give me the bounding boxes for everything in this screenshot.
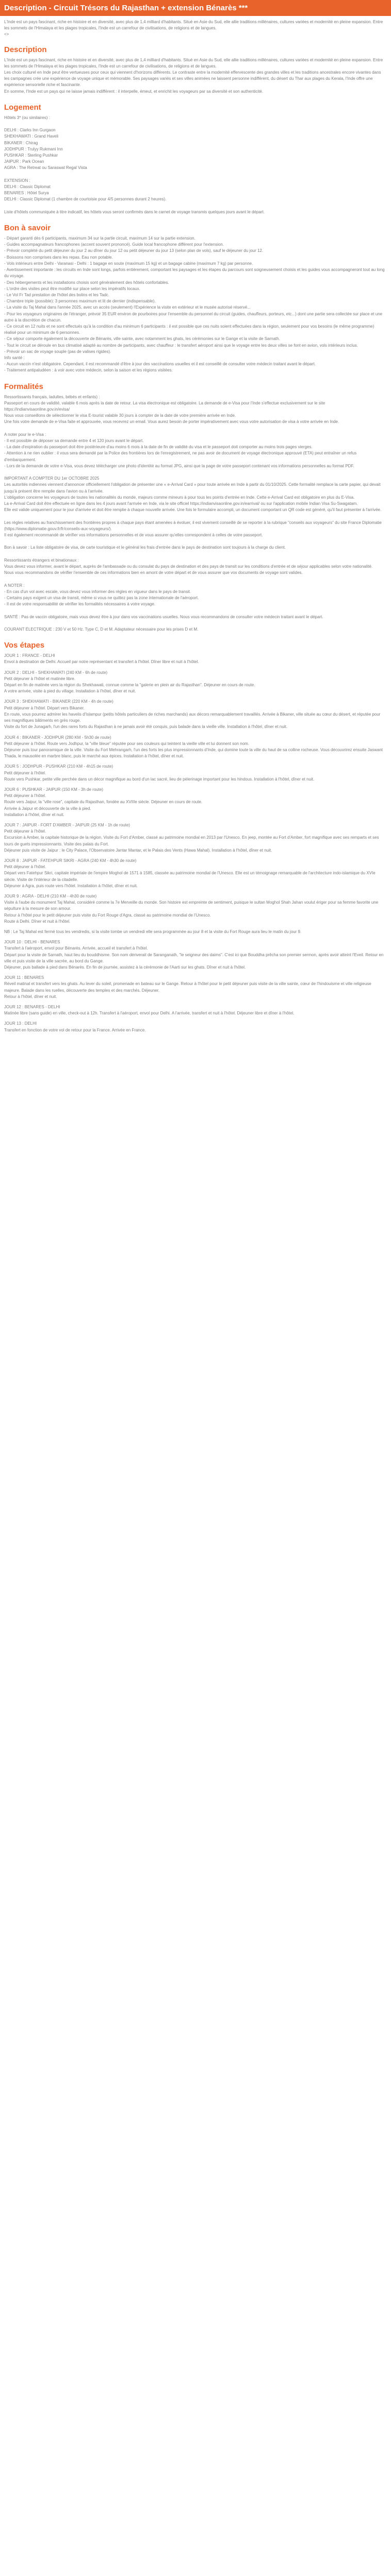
itinerary-day-text: Transfert en fonction de votre vol de retour pour la France. Arrivée en France. — [4, 1027, 146, 1032]
formalities-heading: Formalités — [4, 382, 43, 391]
itinerary-day — [4, 1004, 387, 1016]
itinerary-day — [4, 787, 387, 818]
itinerary-day — [4, 1021, 387, 1033]
itinerary-day-text: Petit déjeuner à l'hôtel. Excursion à Amber, la capitale historique de la région. Visite du Fort d'Amber, classé au patrimoine mondial en 2013 par l'Unesco. En jeep, montée au Fort d'Amber, fort magnifique avec ses remparts et ses tours de guets impressionnants. Visite des palais du Fort. Déjeuner puis visite de Jaipur : le City Palace, l'Observatoire Jantar Mantar, et le Palais des Vents (Hawa Mahal). Installation à l'hôtel, dîner et nuit. — [4, 829, 379, 853]
itinerary-day-text: Petit déjeuner à l'hôtel. Route vers Pushkar, petite ville perchée dans un décor magnifique au bord d'un lac sacré, lieu de pèlerinage important pour les hindous. Installation à l'hôtel, dîner et nuit. — [4, 770, 315, 782]
itinerary-day-title: JOUR 1 : FRANCE - DELHI — [4, 653, 55, 658]
itinerary-day — [4, 653, 387, 665]
itinerary-day-text: Envol à destination de Delhi. Accueil par notre représentant et transfert à l'hôtel. Dîner libre et nuit à l'hôtel. — [4, 659, 199, 665]
lodging-text: Hôtels 3* (ou similaires) : DELHI : Clarks Inn Gurgaon SHEKHAWATI : Grand Haveli BIKANER : Chirag JODHPUR : Trulyy Rukmani Inn PUSHKAR : Sterling Pushkar JAIPUR : Park Ocean AGRA : The Retreat ou Saraswat Regal Vista EXTENSION : DELHI : Classic Diplomat BENARES : Hôtel Surya DELHI : Classic Diplomat (1 chambre de courtoisie pour 4/5 personnes durant 2 heures). Liste d'hôtels communiquée à titre indicatif, les hôtels vous seront confirmés dans le carnet de voyage transmis quelques jours avant le départ. — [4, 115, 265, 214]
itinerary-day — [4, 699, 387, 730]
itinerary-day — [4, 939, 387, 971]
itinerary-day-title: JOUR 9 : AGRA - DELHI (210 KM - 4h30 de route) — [4, 893, 97, 899]
itinerary-day-text: Matinée libre (sans guide) en ville, check-out à 12h. Transfert à l'aéroport, envol pour Delhi. A l'arrivée, transfert et nuit à l'hôtel. Déjeuner libre et dîner à l'hôtel. — [4, 1011, 295, 1016]
itinerary-day-title: JOUR 4 : BIKANER - JODHPUR (280 KM - 5h30 de route) — [4, 735, 111, 740]
page-title: Description - Circuit Trésors du Rajasthan + extension Bénarès *** — [0, 0, 391, 16]
itinerary-day — [4, 670, 387, 695]
itinerary-day-text: Visite à l'aube du monument Taj Mahal, considéré comme la 7e Merveille du monde. Son histoire est empreinte de sentiment, puisque le sultan Moghol Shah Jahan voulut ériger pour sa femme favorite une sépulture à la mesure de son amour. Retour à l'hôtel pour le petit déjeuner puis visite du Fort Rouge d'Agra, classé au patrimoine mondial de l'Unesco. Route à Delhi. Dîner et nuit à l'hôtel. — [4, 900, 379, 924]
steps-heading: Vos étapes — [4, 641, 45, 650]
itinerary-day-text: Petit déjeuner à l'hôtel. Route vers Jodhpur, la "ville bleue" réputée pour ses couleurs qui teintent la vieille ville et lui donnent son nom. Déjeuner puis tour panoramique de la ville. Visite du Fort Mehrangarh, l'un des forts les plus impressionnants d'Inde, qui domine toute la ville du haut de sa colline rocheuse. Vous découvrirez ensuite Jaswant Thada, le mausolée en marbre blanc, puis le marché aux épices. Installation à l'hôtel, dîner et nuit. — [4, 741, 383, 759]
itinerary-day-text: Petit déjeuner à l'hôtel. Départ vers Bikaner. En route, vous pourrez admirer les havelis d'Islampur (petits hôtels particuliers de riches marchands) aux décors remarquablement travaillés. Arrivée à Bikaner, ville située au cœur du désert, et réputée pour ses magnifiques bâtiments en grès rouge. Visite du fort de Junagarh, l'un des rares forts du Rajasthan à ne jamais avoir été conquis, puis balade dans la vieille ville. Installation à l'hôtel, dîner et nuit. — [4, 705, 381, 730]
itinerary-day-title: JOUR 7 : JAIPUR - FORT D'AMBER - JAIPUR (25 KM - 1h de route) — [4, 822, 130, 827]
itinerary-day-text: Petit déjeuner à l'hôtel. Départ vers Fatehpur Sikri, capitale impériale de l'empire Moghol de 1571 à 1585, classée au patrimoine mondial de l'Unesco. Elle est un témoignage remarquable de l'architecture indo-islamique du XVIe siècle. Visite de l'intérieur de la citadelle. Déjeuner à Agra, puis route vers l'hôtel. Installation à l'hôtel, dîner et nuit. — [4, 865, 376, 888]
itinerary-day-title: JOUR 6 : PUSHKAR - JAIPUR (150 KM - 3h de route) — [4, 787, 104, 792]
itinerary-day-title: JOUR 5 : JODHPUR - PUSHKAR (210 KM - 4h15 de route) — [4, 764, 113, 769]
description-heading: Description — [4, 45, 47, 54]
itinerary-day — [4, 975, 387, 1000]
steps-list — [4, 653, 387, 1033]
itinerary-day — [4, 822, 387, 854]
lodging-heading: Logement — [4, 103, 41, 112]
itinerary-day — [4, 858, 387, 889]
itinerary-day — [4, 929, 387, 935]
formalities-text: Ressortissants français, ladultes, bébés et enfants) : Passeport en cours de validité, valable 6 mois après la date de retour. La visa électronique est obligatoire. La demande de e-Visa pour l'Inde s'effectue exclusivement sur le site https://indianvisaonline.gov.in/evisa/ Nous vous conseillons de sélectionner le visa E-tourist valable 30 jours à compter de la date de votre première arrivée en Inde. Une fois votre demande de e-Visa faite et approuvée, vous recevrez un email. Vous aurez besoin de porter impérativement avec vous votre autorisation de visa à votre arrivée en Inde. A noter pour le e-Visa : - Il est possible de déposer sa demande entre 4 et 120 jours avant le départ. - La date d'expiration du passeport doit être postérieure d'au moins 6 mois à la date de fin de validité du visa et le passeport doit comporter au moins trois pages vierges. - Attention à ne rien oublier : il vous sera demandé par la Police des frontières lors de l'enregistrement, ne pas avoir de document de voyage électronique approuvé (ETA) peut entraîner un refus d'embarquement. - Lors de la demande de votre e-Visa, vous devez télécharger une photo d'identité au format JPG, ainsi que la page de votre passeport contenant vos informations personnelles au format PDF. IMPORTANT A COMPTER DU 1er OCTOBRE 2025 Les autorités indiennes viennent d'annoncer officiellement l'obligation de présenter une « e-Arrival Card » pour toute arrivée en Inde à partir du 01/10/2025. Cette formalité remplace la carte papier, qui devait jusqu'à présent être remplie dans l'avion ou à l'arrivée. L'obligation concerne les voyageurs de toutes les nationalités du monde, majeurs comme mineurs à pour tous les points d'entrée en Inde. Cette e-Arrival Card est obligatoire en plus du E-Visa. La e-Arrival Card doit être effectuée en ligne dans les 4 jours avant l'arrivée en Inde, via le site officiel https://indianvisaonline.gov.in/earrival/ ou sur l'application mobile Indian Visa Su-Swagatam. Elle est valide uniquement pour le jour d'arrivée et doit être remplie à chaque nouvelle arrivée. Une fois le formulaire accompli, un document comportant un QR code est généré, qu'il faut présenter à l'arrivée. Les règles relatives au franchissement des frontières propres à chaque pays étant amenées à évoluer, il est vivement conseillé de se reporter à la rubrique "conseils aux voyageurs" du site France Diplomatie (https://www.diplomatie.gouv.fr/fr/conseils-aux-voyageurs/). Il est également recommandé de vérifier vos informations personnelles et de vous assurer qu'elles correspondent à celles de votre passeport. Bon à savoir : La liste obligatoire de visa, de carte touristique et le général les frais d'entrée dans le pays de destination sont toujours à la charge du client. Ressortissants étrangers et binationaux : Vous devez vous informer, avant le départ, auprès de l'ambassade ou du consulat du pays de destination et des pays de transit sur les conditions d'entrée et de séjour applicables selon votre nationalité. Nous vous recommandons de vérifier l'ensemble de ces informations bien en amont de votre départ et de vous assurer que vos documents de voyage sont valides. A NOTER : - En cas d'un vol avec escale, vous devez vous informer des règles en vigueur dans le pays de transit. - Certains pays exigent un visa de transit, même si vous ne quittez pas la zone internationale de l'aéroport. - Il est de votre responsabilité de vérifier les formalités nécessaires à votre voyage. SANTÉ : Pas de vaccin obligatoire, mais vous devez être à jour dans vos vaccinations usuelles. Nous vous recommandons de consulter votre médecin traitant avant le départ. COURANT ÉLECTRIQUE : 230 V et 50 Hz. Type C, D et M. Adaptateur nécessaire pour les prises D et M. — [4, 394, 382, 632]
content — [0, 16, 391, 1033]
intro-text: L'Inde est un pays fascinant, riche en histoire et en diversité, avec plus de 1,4 milliard d'habitants. Situé en Asie du Sud, elle allie traditions millénaires, cultures variées et modernité en pleine expansion. Entre les sommets de l'Himalaya et les plages tropicales, l'Inde est un carrefour de civilisations, de religions et de langues. <> — [4, 20, 383, 37]
itinerary-day-title: JOUR 10 : DELHI - BENARES — [4, 940, 60, 945]
itinerary-day-text: Transfert à l'aéroport, envol pour Bénarès. Arrivée, accueil et transfert à l'hôtel. Départ pour la visite de Sarnath, haut lieu du bouddhisme. Son nom dériverait de Saranganath, "le seigneur des daims". C'est ici que Bouddha prêcha son premier sermon, après avoir atteint l'Eveil. Retour en ville et puis visite de la ville sacrée, au bord du Gange. Déjeuner, puis ballade à pied dans Bénarès. En fin de journée, assistez à la cérémonie de l'Aarti sur les ghats. Dîner et nuit à l'hôtel. — [4, 946, 384, 970]
itinerary-day-title: JOUR 8 : JAIPUR - FATEHPUR SIKRI - AGRA (240 KM - 4h30 de route) — [4, 858, 137, 863]
itinerary-day-title: JOUR 12 : BENARES - DELHI — [4, 1005, 60, 1010]
itinerary-day-title: JOUR 11 : BENARES — [4, 975, 44, 980]
itinerary-day-text: Petit déjeuner à l'hôtel et matinée libre. Départ en fin de matinée vers la région du Shekhawati, connue comme la "galerie en plein air du Rajasthan". Déjeuner en cours de route. A votre arrivée, visite à pied du village. Installation à l'hôtel, dîner et nuit. — [4, 676, 255, 694]
itinerary-day — [4, 764, 387, 783]
itinerary-day-title: JOUR 13 : DELHI — [4, 1021, 37, 1026]
good-to-know-heading: Bon à savoir — [4, 224, 51, 233]
itinerary-day — [4, 735, 387, 760]
good-to-know-text: - Départ garanti dès 6 participants, maximum 34 sur la partie circuit, maximum 14 sur la partie extension. - Guides accompagnateurs francophones (accent souvent prononcé). Guide local francophone différent pour l'extension. - Prévoir complété du petit déjeuner du jour 2 au dîner du jour 12 ou petit déjeuner du jour 13 (selon plan de vols), sauf le déjeuner du jour 12. - Boissons non comprises dans les repas. Eau non potable. - Vols intérieurs entre Delhi - Varanasi - Delhi : 1 bagage en soute (maximum 15 kg) et un bagage cabine (maximum 7 kg) par personne. - Avertissement importante : les circuits en Inde sont longs, parfois entièrement, comportant les paysages et les étapes du parcours sont soigneusement choisis et les guides vous accompagneront tout au long du voyage. - Des hébergements et les installations choisis sont généralement des hôtels confortables. - L'ordre des visites peut être modifié sur place selon les impératifs locaux. - Le Vol Fr Tad prestation de l'hôtel des bolins et les Tadc. - Chambre triple (possible): 3 personnes maximum et lit de dernier (indispensable). - La visite du Taj Mahal dans l'année 2025, avec un accès (seulement) l'Expérience la visite en extérieur et le musée autorisé réservé... - Pour les voyageurs originaires de l'étranger, prévoir 35 EUR environ de pourboires pour l'ensemble du personnel du circuit (guides, chauffeurs, porteurs, etc...) dont une partie sera collectée sur place et une autre à la discrétion de chacun. - Ce circuit en 12 nuits et ne sont effectués qu'à la condition d'au minimum 6 participants : il est possible que ces nuits soient effectuées dans la région, seulement pour vos besoins (le même programme) réalisé pour un minimum de 6 personnes. - Ce séjour comporte également la découverte de Bénarès, ville sainte, avec notamment les ghats, les cérémonies sur le Gange et la visite de Sarnath. - Tout le circuit se déroule en bus climatisé adapté au nombre de participants, avec chauffeur : le transfert aéroport ainsi que le voyage entre les deux villes se font en avion, vols intérieurs inclus. - Prévoir un sac de voyage souple (pas de valises rigides). Info santé : - Aucun vaccin n'est obligatoire. Cependant, il est recommandé d'être à jour des vaccinations usuelles et il est conseillé de consulter votre médecin traitant avant le départ. - Traitement antipaludéen : à voir avec votre médecin, selon la saison et les régions visitées. — [4, 236, 385, 373]
itinerary-day-text: NB : Le Taj Mahal est fermé tous les vendredis, si la visite tombe un vendredi elle sera programmée au jour 8 et la visite du Fort Rouge aura lieu le matin du jour 9. — [4, 929, 302, 934]
itinerary-day-title: JOUR 2 : DELHI - SHEKHAWATI (240 KM - 6h de route) — [4, 670, 108, 675]
itinerary-day-title: JOUR 3 : SHEKHAWATI - BIKANER (220 KM - 4h de route) — [4, 699, 113, 704]
page — [0, 0, 391, 1033]
itinerary-day — [4, 893, 387, 925]
itinerary-day-text: Réveil matinal et transfert vers les ghats. Au lever du soleil, promenade en bateau sur le Gange. Retour à l'hôtel pour le petit déjeuner puis visite de la ville sainte, cœur de l'hindouisme et ville religieuse majeure. Balade dans les ruelles, découverte des temples et des marchés. Déjeuner. Retour à l'hôtel, dîner et nuit. — [4, 981, 371, 999]
itinerary-day-text: Petit déjeuner à l'hôtel. Route vers Jaipur, la "ville rose", capitale du Rajasthan, fondée au XVIIIe siècle. Déjeuner en cours de route. Arrivée à Jaipur et découverte de la ville à pied. Installation à l'hôtel, dîner et nuit. — [4, 793, 203, 817]
description-text: L'Inde est un pays fascinant, riche en histoire et en diversité, avec plus de 1,4 milliard d'habitants. Situé en Asie du Sud, elle allie traditions millénaires, cultures variées et modernité en pleine expansion. Entre les sommets de l'Himalaya et les plages tropicales, l'Inde est un carrefour de civilisations, de religions et de langues. Les choix culturel en Inde peut être vertueuses pour ceux qui viennent d'horizons différents. Le contraste entre la modernité effervescente des grandes villes et les traditions ancestrales encore vivantes dans les campagnes crée une expérience de voyage unique et mémorable. Ses paysages variés et ses villes animées ne laissent personne indifférent, du désert du Thar aux plages du Kerala, l'Inde offre une expérience sensorielle riche et fascinante. En somme, l'Inde est un pays qui ne laisse jamais indifférent : il interpelle, émeut, et enrichit les voyageurs par sa diversité et son authenticité. — [4, 57, 383, 94]
